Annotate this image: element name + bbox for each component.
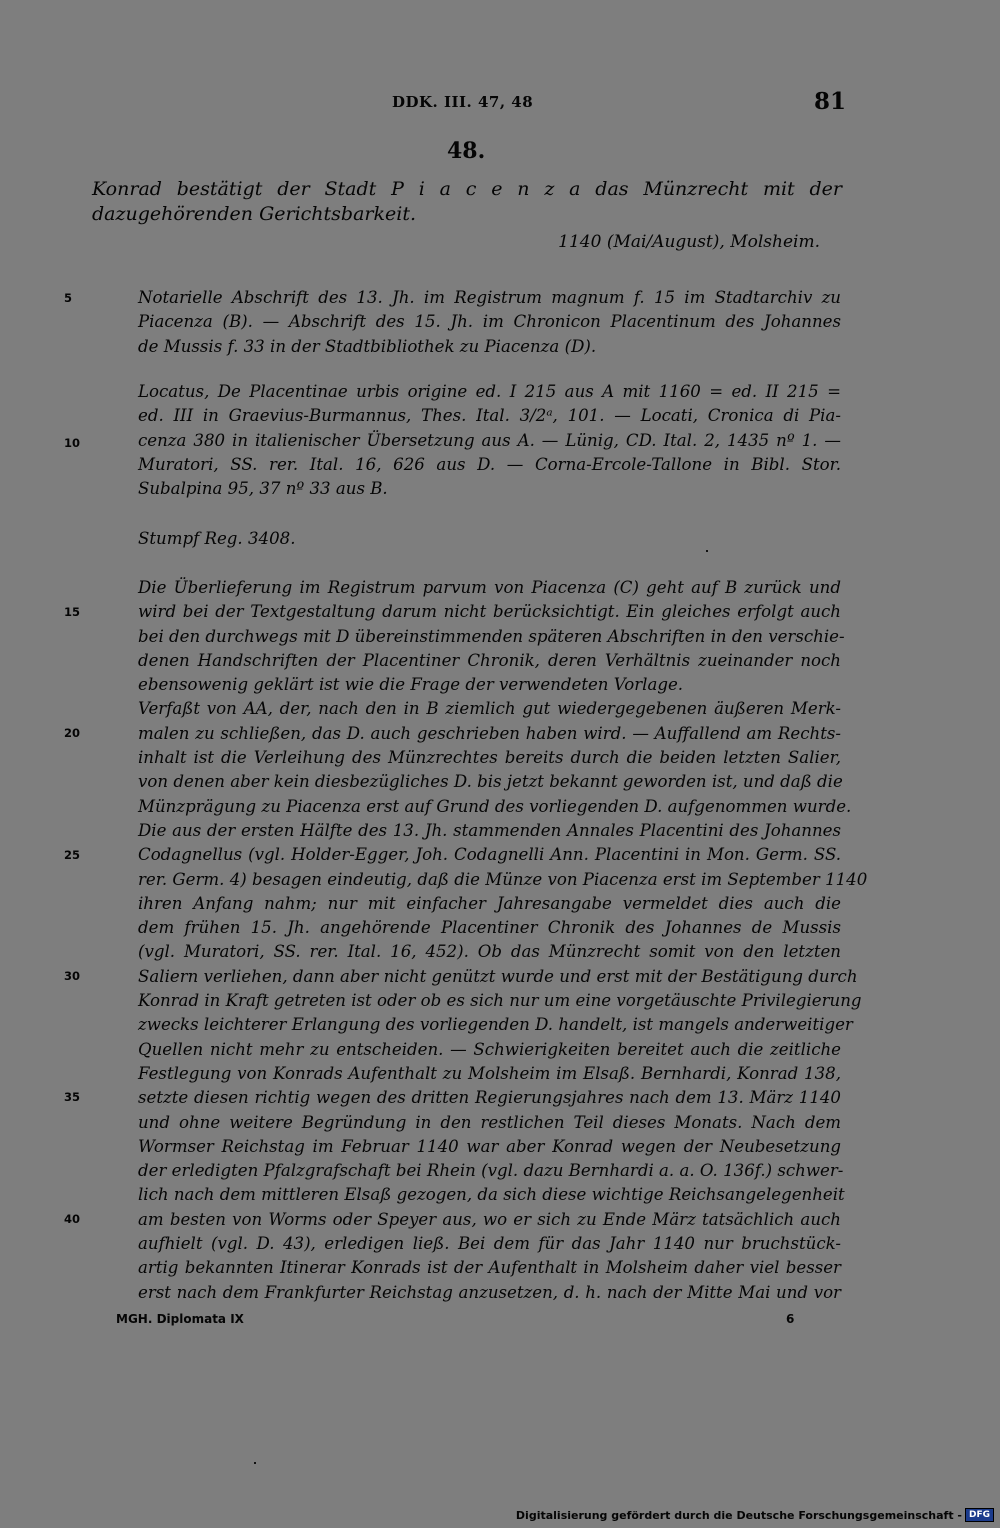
text-line: Subalpina 95, 37 nº 33 aus B.	[138, 479, 388, 499]
line-number: 40	[64, 1212, 81, 1226]
funding-note	[516, 1508, 994, 1522]
text-line: Codagnellus (vgl. Holder-Egger, Joh. Codagnelli Ann. Placentini in Mon. Germ. SS.	[138, 845, 841, 865]
page-number: 81	[814, 88, 847, 115]
text-line: Konrad in Kraft getreten ist oder ob es sich nur um eine vorgetäuschte Privilegierung	[138, 991, 862, 1011]
text-line: Wormser Reichstag im Februar 1140 war aber Konrad wegen der Neubesetzung	[138, 1136, 841, 1156]
text-line: am besten von Worms oder Speyer aus, wo er sich zu Ende März tatsächlich auch	[138, 1209, 841, 1229]
dateline: 1140 (Mai/August), Molsheim.	[558, 232, 820, 252]
text-line: denen Handschriften der Placentiner Chronik, deren Verhältnis zueinander noch	[138, 650, 841, 670]
text-line: Muratori, SS. rer. Ital. 16, 626 aus D. — Corna-Ercole-Tallone in Bibl. Stor.	[138, 454, 841, 474]
regest-paragraph	[138, 527, 841, 551]
text-line: Notarielle Abschrift des 13. Jh. im Registrum magnum f. 15 im Stadtarchiv zu	[138, 288, 841, 307]
scan-speck	[706, 550, 708, 552]
text-line: ed. III in Graevius-Burmannus, Thes. Ital. 3/2ᵃ, 101. — Locati, Cronica di Pia-	[138, 406, 841, 426]
text-line: de Mussis f. 33 in der Stadtbibliothek zu Piacenza (D).	[138, 336, 597, 356]
editions-paragraph	[138, 380, 841, 501]
text-line: zwecks leichterer Erlangung des vorliegenden D. handelt, ist mangels anderweitiger	[138, 1015, 853, 1035]
running-head: DDK. III. 47, 48	[392, 93, 534, 111]
text-line: rer. Germ. 4) besagen eindeutig, daß die Münze von Piacenza erst im September 1140	[138, 869, 868, 889]
text-line: setzte diesen richtig wegen des dritten Regierungsjahres nach dem 13. März 1140	[138, 1088, 841, 1108]
document-title: Konrad bestätigt der Stadt P i a c e n z a das Münzrecht mit der dazugehörenden Gerichtsbarkeit.	[92, 178, 842, 225]
text-line: dem frühen 15. Jh. angehörende Placentiner Chronik des Johannes de Mussis	[138, 918, 841, 938]
text-line: Stumpf Reg. 3408.	[138, 529, 296, 548]
text-line: Die aus der ersten Hälfte des 13. Jh. stammenden Annales Placentini des Johannes	[138, 820, 841, 840]
text-line: Münzprägung zu Piacenza erst auf Grund des vorliegenden D. aufgenommen wurde.	[138, 796, 852, 816]
text-line: von denen aber kein diesbezügliches D. bis jetzt bekannt geworden ist, und daß die	[138, 772, 843, 792]
text-line: artig bekannten Itinerar Konrads ist der Aufenthalt in Molsheim daher viel besser	[138, 1258, 841, 1278]
text-line: ebensowenig geklärt ist wie die Frage der verwendeten Vorlage.	[138, 675, 684, 695]
text-line: inhalt ist die Verleihung des Münzrechtes bereits durch die beiden letzten Salier,	[138, 748, 841, 768]
signature-mark: 6	[786, 1312, 795, 1326]
commentary-paragraph	[138, 576, 868, 1305]
text-line: Piacenza (B). — Abschrift des 15. Jh. im Chronicon Placentinum des Johannes	[138, 312, 841, 332]
line-number: 15	[64, 605, 81, 619]
text-line: Quellen nicht mehr zu entscheiden. — Schwierigkeiten bereitet auch die zeitliche	[138, 1039, 841, 1059]
line-number: 35	[64, 1090, 81, 1104]
text-line: der erledigten Pfalzgrafschaft bei Rhein (vgl. dazu Bernhardi a. a. O. 136f.) schwer-	[138, 1161, 844, 1181]
line-number: 5	[64, 291, 73, 305]
text-line: cenza 380 in italienischer Übersetzung aus A. — Lünig, CD. Ital. 2, 1435 nº 1. —	[138, 430, 841, 450]
line-number: 20	[64, 726, 81, 740]
document-number: 48.	[447, 138, 486, 164]
text-line: Saliern verliehen, dann aber nicht genützt wurde und erst mit der Bestätigung durch	[138, 966, 858, 986]
text-line: Festlegung von Konrads Aufenthalt zu Molsheim im Elsaß. Bernhardi, Konrad 138,	[138, 1063, 841, 1083]
text-line: aufhielt (vgl. D. 43), erledigen ließ. Bei dem für das Jahr 1140 nur bruchstück-	[138, 1234, 841, 1254]
text-line: bei den durchwegs mit D übereinstimmenden späteren Abschriften in den verschie-	[138, 626, 845, 646]
text-line: lich nach dem mittleren Elsaß gezogen, da sich diese wichtige Reichsangelegenheit	[138, 1185, 845, 1205]
text-line: und ohne weitere Begründung in den restlichen Teil dieses Monats. Nach dem	[138, 1112, 841, 1132]
text-line: Die Überlieferung im Registrum parvum von Piacenza (C) geht auf B zurück und	[138, 578, 841, 597]
line-number: 25	[64, 848, 81, 862]
text-line: Locatus, De Placentinae urbis origine ed. I 215 aus A mit 1160 = ed. II 215 =	[138, 382, 841, 401]
dfg-logo: DFG	[965, 1508, 994, 1522]
series-footer: MGH. Diplomata IX	[116, 1312, 244, 1326]
text-line: wird bei der Textgestaltung darum nicht berücksichtigt. Ein gleiches erfolgt auch	[138, 602, 841, 622]
line-number: 10	[64, 436, 81, 450]
funding-text: Digitalisierung gefördert durch die Deutsche Forschungsgemeinschaft -	[515, 1508, 962, 1522]
text-line: Verfaßt von AA, der, nach den in B ziemlich gut wiedergegebenen äußeren Merk-	[138, 699, 841, 719]
text-line: malen zu schließen, das D. auch geschrieben haben wird. — Auffallend am Rechts-	[138, 723, 841, 743]
scan-speck	[254, 1462, 256, 1464]
line-number: 30	[64, 969, 81, 983]
text-line: erst nach dem Frankfurter Reichstag anzusetzen, d. h. nach der Mitte Mai und vor	[138, 1282, 841, 1302]
text-line: (vgl. Muratori, SS. rer. Ital. 16, 452). Ob das Münzrecht somit von den letzten	[138, 942, 841, 962]
sources-paragraph	[138, 286, 841, 359]
text-line: ihren Anfang nahm; nur mit einfacher Jahresangabe vermeldet dies auch die	[138, 893, 841, 913]
